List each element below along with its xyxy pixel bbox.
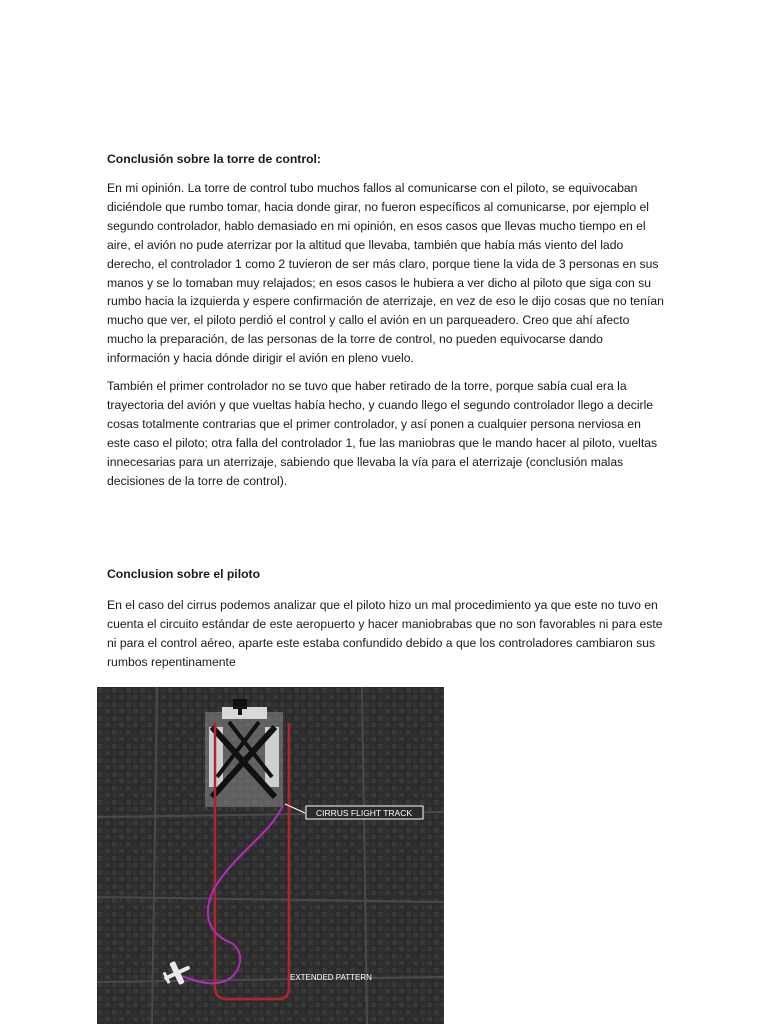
paragraph: En el caso del cirrus podemos analizar que el piloto hizo un mal procedimiento ya que este no tuvo en cuenta el circuito estándar de este aeropuerto y hacer maniobrabas que no son favorables ni para este ni para el control aéreo, aparte este estaba confundido debido a que los controladores cambiaron sus rumbos repentinamente (107, 598, 663, 669)
paragraph: También el primer controlador no se tuvo que haber retirado de la torre, porque sabía cual era la trayectoria del avión y que vueltas había hecho, y cuando llego el segundo controlador llego a decirle cosas totalmente contrarias que el primer controlador, y así ponen a cualquier persona nerviosa en este caso el piloto; otra falla del controlador 1, fue las maniobras que le mando hacer al piloto, vueltas innecesarias para un aterrizaje, sabiendo que llevaba la vía para el aterrizaje (conclusión malas decisiones de la torre de control). (107, 379, 658, 488)
flight-track-figure (97, 687, 444, 1024)
aerial-map (97, 687, 444, 1024)
airport (205, 699, 283, 807)
pattern-label: EXTENDED PATTERN (290, 973, 372, 982)
section-heading-pilot: Conclusion sobre el piloto (107, 567, 261, 581)
section-heading-control-tower: Conclusión sobre la torre de control: (107, 152, 321, 166)
paragraph: En mi opinión. La torre de control tubo muchos fallos al comunicarse con el piloto, se equivocaban diciéndole que rumbo tomar, hacia donde girar, no fueron específicos al comunicarse, por ejemplo el segundo controlador, hablo demasiado en mi opinión, en esos casos que llevas mucho tiempo en el aire, el avión no pude aterrizar por la altitud que llevaba, también que había más viento del lado derecho, el controlador 1 como 2 tuvieron de ser más claro, porque tiene la vida de 3 personas en sus manos y se lo tomaban muy relajados; en esos casos le hubiera a ver dicho al piloto que siga con su rumbo hacia la izquierda y espere confirmación de aterrizaje, en vez de eso le dijo cosas que no tenían mucho que ver, el piloto perdió el control y callo el avión en un parqueadero. Creo que ahí afecto mucho la preparación, de las personas de la torre de control, no pueden equivocarse dando información y hacia dónde dirigir el avión en pleno vuelo. (107, 181, 664, 366)
track-label: CIRRUS FLIGHT TRACK (315, 808, 413, 818)
